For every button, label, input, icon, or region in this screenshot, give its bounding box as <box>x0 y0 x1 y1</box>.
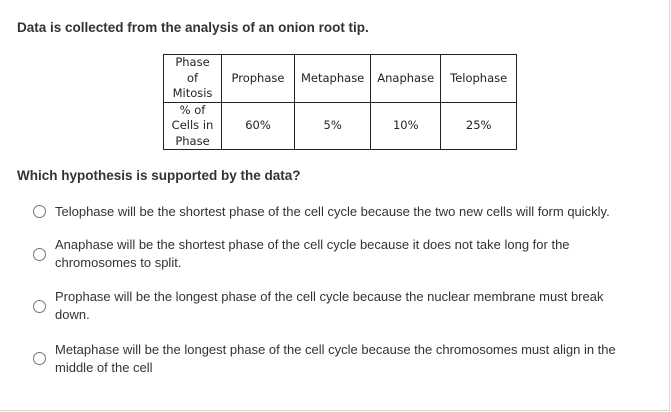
question-text: Which hypothesis is supported by the data? <box>17 168 301 183</box>
percent-cell-prophase: 60% <box>222 102 295 150</box>
radio-button[interactable] <box>33 205 46 218</box>
phase-cell-metaphase: Metaphase <box>295 55 371 103</box>
table-row <box>164 102 517 150</box>
table-row <box>164 55 517 103</box>
percent-cell-anaphase: 10% <box>371 102 441 150</box>
table-header-cell <box>164 55 222 103</box>
percent-cell-metaphase: 5% <box>295 102 371 150</box>
phase-cell-prophase: Prophase <box>222 55 295 103</box>
answer-option-label[interactable]: Anaphase will be the shortest phase of the cell cycle because it does not take long for the chromosomes to split. <box>55 237 570 270</box>
percent-cell-telophase: 25% <box>441 102 517 150</box>
row-label-line: % of <box>179 102 206 117</box>
phase-cell-telophase: Telophase <box>441 55 517 103</box>
row-label-line: Phase <box>175 133 210 148</box>
mitosis-data-table <box>163 54 517 150</box>
table-row-label-cell <box>164 102 222 150</box>
row-label-line: Cells in <box>171 118 214 132</box>
radio-button[interactable] <box>33 248 46 261</box>
phase-cell-anaphase: Anaphase <box>371 55 441 103</box>
header-label-line: of <box>186 70 199 85</box>
answer-option-label[interactable]: Telophase will be the shortest phase of the cell cycle because the two new cells will form quickly. <box>55 204 610 219</box>
answer-option-label[interactable]: Prophase will be the longest phase of the cell cycle because the nuclear membrane must break down. <box>55 289 604 322</box>
header-label-line: Mitosis <box>172 86 213 100</box>
answer-option-label[interactable]: Metaphase will be the longest phase of the cell cycle because the chromosomes must align in the middle of the cell <box>55 342 616 375</box>
radio-button[interactable] <box>33 300 46 313</box>
prompt-text: Data is collected from the analysis of an onion root tip. <box>17 20 369 35</box>
radio-button[interactable] <box>33 352 46 365</box>
header-label-line: Phase <box>175 55 210 69</box>
